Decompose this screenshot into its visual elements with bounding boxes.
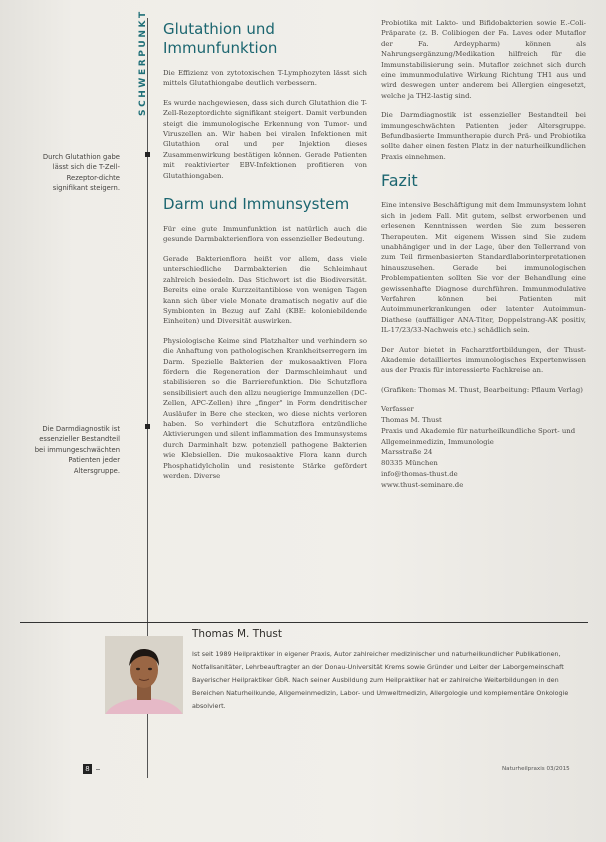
article-column-right [381,18,586,491]
bullet-marker [145,152,150,157]
author-name: Thomas M. Thust [381,415,442,424]
body-paragraph: Probiotika mit Lakto- und Bifidobakterien sowie E.-Coli-Präparate (z. B. Colibiogen der Fa. Laves oder Mutaflor der Fa. Ardeypharm) können als Nahrungsergänzung/Medikation hilfreich für die Immunstabilisierung sein. Mutaflor zeichnet sich durch eine immunmodulative Wirkung Richtung TH1 aus und wird deswegen unter anderem bei Allergien eingesetzt, welche ja TH2-lastig sind. [381,19,586,100]
lead-paragraph: Die Effizienz von zytotoxischen T-Lymphozyten lässt sich mittels Glutathiongabe deutlich verbessern. [163,69,367,88]
author-city: 80335 München [381,459,438,468]
body-paragraph: Gerade Bakterienflora heißt vor allem, dass viele unterschiedliche Darmbakterien die Schleimhaut zahlreich besiedeln. Das Stichwort ist die Biodiversität. Bereits eine orale Kurzzeitantibiose von wenigen Tagen kann sich über viele Monate dramatisch negativ auf die Symbionten in Bezug auf Zahl (KBE: koloniebildende Einheiten) und Diversität auswirken. [163,254,367,326]
bullet-marker [145,424,150,429]
body-paragraph: Die Darmdiagnostik ist essenzieller Bestandteil bei immungeschwächten Patienten jeder Altersgruppe. Befundbasierte Immuntherapie durch Prä- und Probiotika sollte daher einen festen Platz in der naturheilkundlichen Praxis einnehmen. [381,111,586,161]
body-paragraph: Für eine gute Immunfunktion ist natürlich auch die gesunde Darmbakterienflora von essenzieller Bedeutung. [163,225,367,244]
bio-name: Thomas M. Thust [192,628,283,640]
body-paragraph: Es wurde nachgewiesen, dass sich durch Glutathion die T-Zell-Rezeptordichte signifikant steigert. Damit verbunden steigt die immunologische Erkennung von Tumor- und Viruszellen an. Wir haben bei viralen Infektionen mit Glutathion oral und per Injektion dieses Zusammenwirkung bestätigen können. Gerade Patienten mit reaktivierter EBV-Infektionen profitieren von Glutathiongaben. [163,98,367,180]
author-email[interactable]: info@thomas-thust.de [381,469,458,478]
image-credit: (Grafiken: Thomas M. Thust, Bearbeitung: Pflaum Verlag) [381,385,583,394]
body-paragraph: Der Autor bietet in Facharztfortbildungen, der Thust-Akademie detailliertes immunologisches Expertenwissen aus der Praxis für interessierte Fachkreise an. [381,345,586,375]
author-affiliation: Praxis und Akademie für naturheilkundliche Sport- und Allgemeinmedizin, Immunologie [381,426,576,446]
author-block [381,404,586,490]
journal-issue: Naturheilpraxis 03/2015 [502,766,570,772]
article-title: Glutathion und Immunfunktion [163,20,278,57]
section-heading-fazit: Fazit [381,171,418,191]
side-note-darmdiagnostik: Die Darmdiagnostik ist essenzieller Bestandteil bei immungeschwächten Patienten jeder Altersgruppe. [34,425,120,475]
bio-text: Ist seit 1989 Heilpraktiker in eigener Praxis, Autor zahlreicher medizinischer und naturheilkundlicher Publikationen, Notfallsanitäter, Lehrbeauftragter an der Donau-Universität Krems sowie Gründer und Leiter der Laborgemeinschaft Bayerischer Heilpraktiker GbR. Nach seiner Ausbildung zum Heilpraktiker hat er zahlreiche Weiterbildungen in den Bereichen Naturheilkunde, Allgemeinmedizin, Labor- und Umweltmedizin, Allergologie und komplementäre Onkologie absolviert. [192,650,569,710]
author-street: Marsstraße 24 [381,448,433,457]
section-heading-darm: Darm und Immunsystem [163,195,350,214]
author-website[interactable]: www.thust-seminare.de [381,480,464,489]
body-paragraph: Physiologische Keime sind Platzhalter und verhindern so die Anhaftung von pathologischen Krankheitserregern im Darm. Spezielle Bakterien der mukosaaktiven Flora fördern die Regeneration der Darmschleimhaut und stabilisieren so die Barrierefunktion. Die Schutzflora sensibilisiert auch den allzu neugierige Immunzellen (DC-Zellen, APC-Zellen) ihre „finger" in Form dendritischer Ausläufer in Bere che stecken, wo diese nichts verloren haben. So verhindert die Schutzflora entzündliche Aktivierungen und silent inflammation des Immunsystems durch Darminhalt bzw. potenziell pathogene Bakterien wie Klebsiellen. Die mukosaaktive Flora kann durch Phosphatidylcholin und resistente Stärke gefördert werden. Diverse [163,336,367,480]
author-portrait [105,636,183,714]
footer-rule [96,769,100,770]
bio-divider [20,622,588,623]
side-note-glutathion: Durch Glutathion gabe lässt sich die T-Zell-Rezeptor-dichte signifikant steigern. [42,153,120,193]
body-paragraph: Eine intensive Beschäftigung mit dem Immunsystem lohnt sich in jedem Fall. Mit gutem, selbst erworbenen und erlesenen Kenntnissen werden Sie zum besseren Therapeuten. Mit eigenem Wissen sind Sie zudem unabhängiger und in der Lage, über den Tellerrand von zum Teil firmenbasierten Standardlaborinterpretationen hinauszusehen. Gerade bei immunologischen Problempatienten sollten Sie vor der Behandlung eine gewissenhafte Diagnose durchführen. Immunmodulative Verfahren können bei Patienten mit Autoimmunerkrankungen oder latenter Autoimmun-Diathese (auffälliger ANA-Titer, Doppelstrang-AK positiv, IL-17/23/33-Nachweis etc.) schädlich sein. [381,201,586,335]
section-label: SCHWERPUNKT [138,9,148,116]
article-column-left [163,20,367,490]
page-number: 8 [83,764,92,774]
author-heading: Verfasser [381,405,414,414]
author-portrait-image [105,636,183,714]
